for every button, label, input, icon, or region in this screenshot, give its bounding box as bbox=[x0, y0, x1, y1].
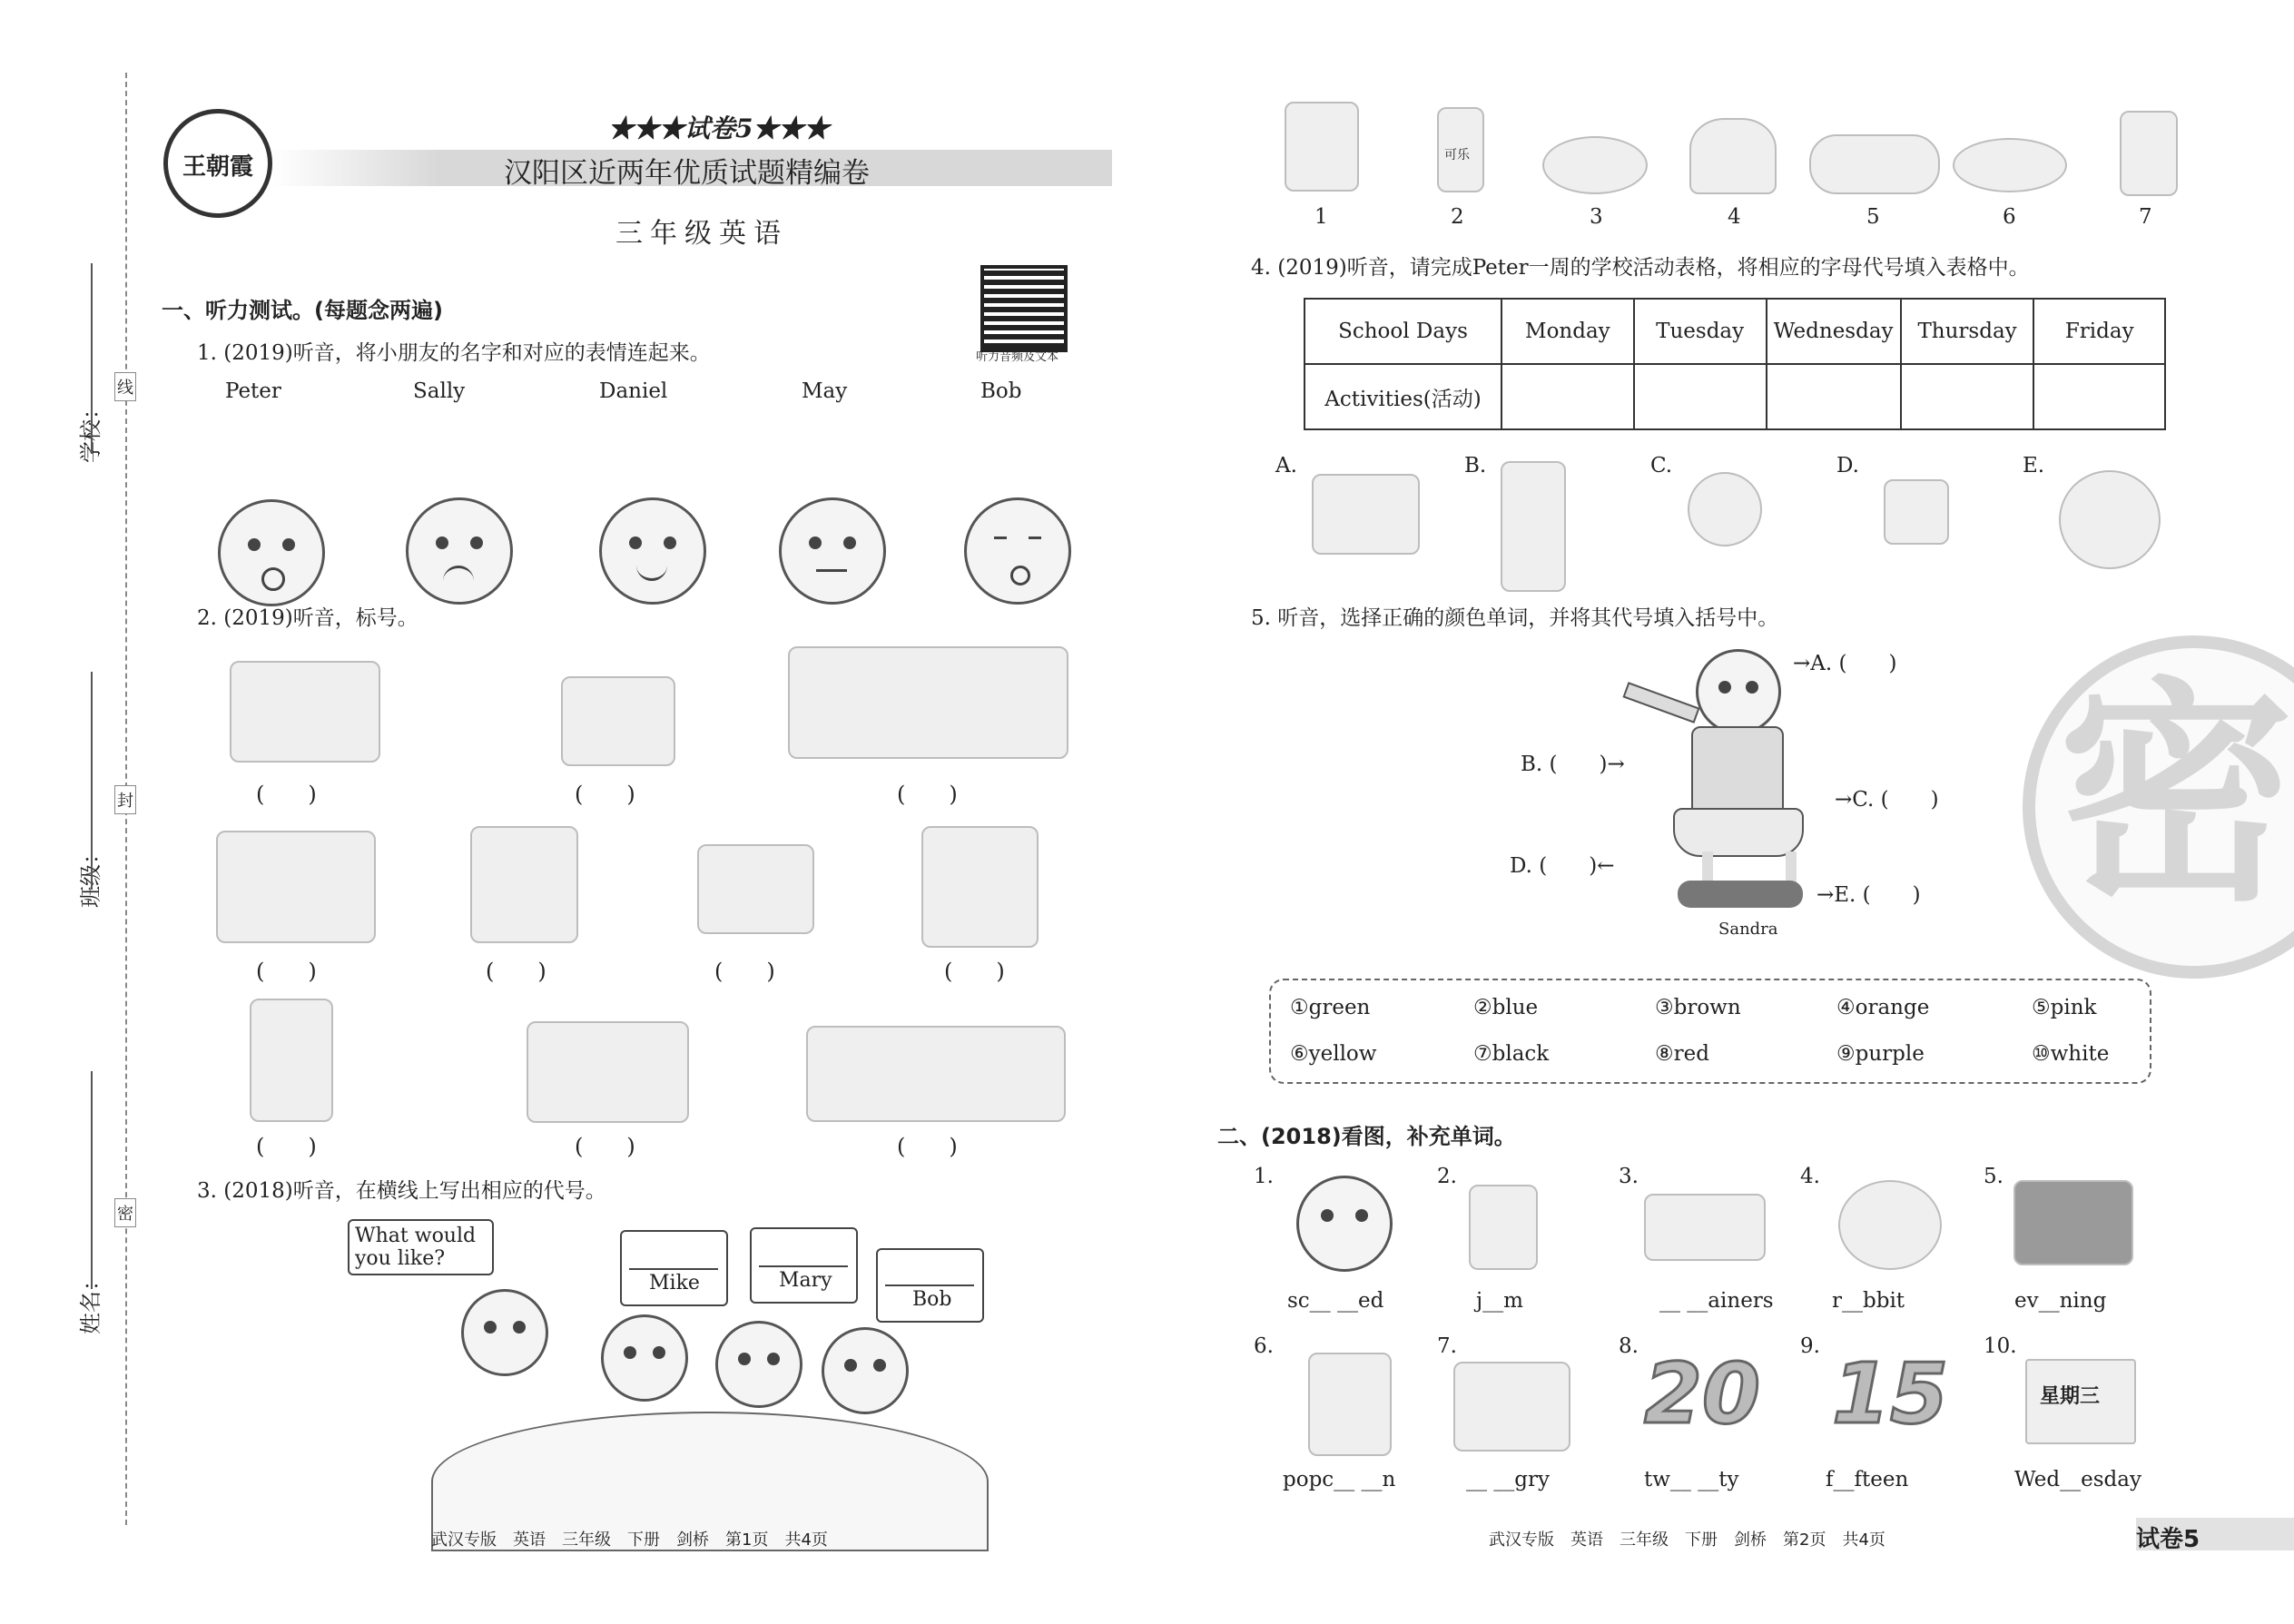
waitress-head bbox=[461, 1289, 548, 1376]
food-popcorn bbox=[1285, 102, 1359, 192]
name-may: May bbox=[802, 379, 848, 403]
q2-prompt: 2. (2019)听音，标号。 bbox=[197, 606, 418, 630]
food-cola bbox=[1437, 107, 1484, 192]
th-wednesday: Wednesday bbox=[1767, 299, 1901, 364]
color-option-7: ⑦black bbox=[1473, 1042, 1550, 1066]
s2-num-9: 9. bbox=[1800, 1334, 1820, 1358]
school-line bbox=[91, 263, 93, 454]
food-juice bbox=[2120, 111, 2178, 196]
q1-prompt: 1. (2019)听音，将小朋友的名字和对应的表情连起来。 bbox=[197, 341, 711, 365]
sandra-jacket bbox=[1691, 726, 1784, 816]
seal-mark-2: 封 bbox=[114, 785, 136, 814]
q2-pic-kids-fence bbox=[216, 831, 376, 943]
s2-word-6: popc__ __n bbox=[1283, 1468, 1396, 1491]
food-num-1: 1 bbox=[1314, 205, 1328, 229]
school-label: 学校： bbox=[78, 398, 103, 463]
activity-palette bbox=[2059, 470, 2161, 569]
sandra-arm bbox=[1622, 682, 1699, 723]
food-num-5: 5 bbox=[1866, 205, 1880, 229]
qr-caption: 听力音频及文本 bbox=[976, 350, 1059, 364]
series-label: ★★★试卷5★★★ bbox=[608, 113, 830, 143]
q2-pic-class bbox=[788, 646, 1068, 759]
color-label-e[interactable]: →E. ( ) bbox=[1816, 883, 1921, 907]
speech-bubble-question bbox=[348, 1219, 494, 1275]
s2-word-1: sc__ __ed bbox=[1287, 1289, 1384, 1313]
seal-mark-1: 线 bbox=[114, 372, 136, 401]
img-strawberries bbox=[1453, 1362, 1570, 1452]
s2-word-7: __ __gry bbox=[1466, 1468, 1551, 1491]
sandra-shoes bbox=[1678, 881, 1803, 908]
food-num-7: 7 bbox=[2139, 205, 2152, 229]
q4-letter-d: D. bbox=[1836, 454, 1859, 477]
paper-title: 汉阳区近两年优质试题精编卷 bbox=[504, 157, 870, 190]
s2-word-3: __ __ainers bbox=[1659, 1289, 1774, 1313]
food-num-4: 4 bbox=[1728, 205, 1741, 229]
name-sally: Sally bbox=[413, 379, 466, 403]
face-happy bbox=[599, 497, 706, 605]
section-2-heading: 二、(2018)看图，补充单词。 bbox=[1217, 1124, 1516, 1149]
cola-label: 可乐 bbox=[1444, 148, 1470, 162]
s2-word-8: tw__ __ty bbox=[1644, 1468, 1739, 1491]
color-option-6: ⑥yellow bbox=[1290, 1042, 1377, 1066]
q4-letter-c: C. bbox=[1650, 454, 1673, 477]
q2-pic-chair bbox=[561, 676, 675, 766]
color-option-8: ⑧red bbox=[1655, 1042, 1709, 1066]
color-option-3: ③brown bbox=[1655, 996, 1741, 1019]
color-option-10: ⑩white bbox=[2032, 1042, 2110, 1066]
q2-answer-3[interactable]: ( ) bbox=[897, 782, 958, 807]
speech-bubble-text: What would you like? bbox=[355, 1225, 477, 1270]
q2-answer-1[interactable]: ( ) bbox=[256, 782, 317, 807]
q2-pic-boy-waving bbox=[527, 1021, 689, 1123]
color-option-5: ⑤pink bbox=[2032, 996, 2097, 1019]
q4-letter-e: E. bbox=[2023, 454, 2045, 477]
color-option-2: ②blue bbox=[1473, 996, 1539, 1019]
q2-pic-party bbox=[806, 1026, 1066, 1122]
color-option-9: ⑨purple bbox=[1836, 1042, 1925, 1066]
sandra-skirt bbox=[1673, 808, 1804, 857]
img-number-15: 15 bbox=[1832, 1345, 1949, 1442]
color-option-4: ④orange bbox=[1836, 996, 1930, 1019]
th-friday: Friday bbox=[2033, 299, 2165, 364]
img-evening bbox=[2013, 1180, 2133, 1265]
q4-letter-b: B. bbox=[1464, 454, 1487, 477]
cell-wednesday[interactable] bbox=[1767, 364, 1901, 429]
s2-num-10: 10. bbox=[1984, 1334, 2017, 1358]
img-popcorn bbox=[1308, 1353, 1392, 1456]
s2-num-5: 5. bbox=[1984, 1165, 2004, 1188]
kid-name-bob: Bob bbox=[912, 1288, 952, 1311]
bubble-mary[interactable] bbox=[750, 1227, 858, 1304]
seal-stamp-char: 密 bbox=[2058, 659, 2294, 933]
q4-letter-a: A. bbox=[1275, 454, 1297, 477]
s2-num-7: 7. bbox=[1437, 1334, 1457, 1358]
activity-book bbox=[1312, 474, 1420, 555]
s2-num-3: 3. bbox=[1619, 1165, 1639, 1188]
color-label-a[interactable]: →A. ( ) bbox=[1793, 652, 1897, 675]
face-angry bbox=[779, 497, 886, 605]
calendar-text: 星期三 bbox=[2040, 1385, 2101, 1408]
logo-seal bbox=[163, 109, 272, 218]
food-num-6: 6 bbox=[2003, 205, 2016, 229]
th-thursday: Thursday bbox=[1901, 299, 2034, 364]
s2-num-1: 1. bbox=[1254, 1165, 1274, 1188]
q2-answer-9[interactable]: ( ) bbox=[575, 1134, 635, 1159]
name-label: 姓名： bbox=[78, 1269, 103, 1334]
mike-head bbox=[601, 1314, 688, 1402]
logo-text: 王朝霞 bbox=[182, 153, 253, 181]
activity-football bbox=[1688, 472, 1762, 546]
img-number-20: 20 bbox=[1644, 1345, 1761, 1442]
food-fish bbox=[1953, 138, 2067, 192]
s2-num-4: 4. bbox=[1800, 1165, 1820, 1188]
cell-monday[interactable] bbox=[1501, 364, 1634, 429]
seal-stamp bbox=[2023, 635, 2294, 979]
activities-table bbox=[1304, 298, 2166, 430]
footer-left: 武汉专版 英语 三年级 下册 剑桥 第1页 共4页 bbox=[431, 1530, 828, 1550]
food-apples bbox=[1809, 134, 1940, 194]
sandra-caption: Sandra bbox=[1718, 920, 1778, 939]
row-activities-label: Activities(活动) bbox=[1305, 364, 1501, 429]
name-peter: Peter bbox=[225, 379, 281, 403]
s2-word-9: f__fteen bbox=[1826, 1468, 1909, 1491]
s2-word-4: r__bbit bbox=[1832, 1289, 1905, 1313]
color-label-d[interactable]: D. ( )← bbox=[1510, 854, 1615, 878]
food-hamburger bbox=[1689, 118, 1777, 194]
th-monday: Monday bbox=[1501, 299, 1634, 364]
s2-num-2: 2. bbox=[1437, 1165, 1457, 1188]
mary-head bbox=[715, 1321, 802, 1408]
q3-prompt: 3. (2018)听音，在横线上写出相应的代号。 bbox=[197, 1179, 606, 1203]
q2-answer-8[interactable]: ( ) bbox=[256, 1134, 317, 1159]
bubble-bob[interactable] bbox=[876, 1248, 984, 1323]
cell-friday[interactable] bbox=[2033, 364, 2165, 429]
color-label-b[interactable]: B. ( )→ bbox=[1521, 753, 1625, 776]
footer-right: 武汉专版 英语 三年级 下册 剑桥 第2页 共4页 bbox=[1489, 1530, 1885, 1550]
q5-prompt: 5. 听音，选择正确的颜色单词，并将其代号填入括号中。 bbox=[1251, 606, 1779, 630]
q2-answer-4[interactable]: ( ) bbox=[256, 959, 317, 984]
sandra-head bbox=[1696, 649, 1781, 734]
face-surprised bbox=[218, 499, 325, 606]
s2-word-5: ev__ning bbox=[2014, 1289, 2107, 1313]
img-rabbit bbox=[1838, 1180, 1942, 1270]
q2-answer-7[interactable]: ( ) bbox=[944, 959, 1005, 984]
q2-answer-2[interactable]: ( ) bbox=[575, 782, 635, 807]
face-crying bbox=[406, 497, 513, 605]
activity-running-boy bbox=[1501, 461, 1566, 592]
bob-head bbox=[822, 1327, 909, 1414]
q2-pic-family bbox=[250, 999, 333, 1122]
th-tuesday: Tuesday bbox=[1634, 299, 1767, 364]
q2-pic-greeting bbox=[230, 661, 380, 763]
s2-word-10: Wed__esday bbox=[2014, 1468, 2141, 1491]
s2-num-8: 8. bbox=[1619, 1334, 1639, 1358]
name-bob: Bob bbox=[980, 379, 1022, 403]
kid-name-mike: Mike bbox=[649, 1272, 700, 1294]
q2-pic-monkey bbox=[470, 826, 578, 943]
color-option-1: ①green bbox=[1290, 996, 1371, 1019]
cell-thursday[interactable] bbox=[1901, 364, 2034, 429]
q2-answer-10[interactable]: ( ) bbox=[897, 1134, 958, 1159]
activity-dice bbox=[1884, 479, 1949, 545]
q2-answer-6[interactable]: ( ) bbox=[714, 959, 775, 984]
cell-tuesday[interactable] bbox=[1634, 364, 1767, 429]
q2-pic-popcorn bbox=[921, 826, 1039, 948]
th-school-days: School Days bbox=[1305, 299, 1501, 364]
img-jam bbox=[1469, 1185, 1538, 1270]
food-num-3: 3 bbox=[1590, 205, 1603, 229]
class-label: 班级： bbox=[78, 842, 103, 908]
s2-num-6: 6. bbox=[1254, 1334, 1274, 1358]
right-page bbox=[1147, 0, 2294, 1624]
food-num-2: 2 bbox=[1451, 205, 1464, 229]
color-label-c[interactable]: →C. ( ) bbox=[1835, 788, 1939, 812]
img-trainers bbox=[1644, 1194, 1766, 1261]
food-chicken bbox=[1542, 136, 1648, 194]
kid-name-mary: Mary bbox=[779, 1269, 832, 1292]
name-daniel: Daniel bbox=[599, 379, 668, 403]
class-line bbox=[91, 672, 93, 890]
img-scared-boy bbox=[1296, 1176, 1393, 1272]
paper-subtitle: 三年级英语 bbox=[615, 218, 788, 250]
color-word-box bbox=[1269, 979, 2151, 1084]
s2-word-2: j__m bbox=[1476, 1289, 1523, 1313]
seal-mark-3: 密 bbox=[114, 1198, 136, 1227]
q4-prompt: 4. (2019)听音，请完成Peter一周的学校活动表格，将相应的字母代号填入表格中。 bbox=[1251, 256, 2030, 280]
name-line bbox=[91, 1071, 93, 1289]
section-1-heading: 一、听力测试。(每题念两遍) bbox=[162, 298, 443, 323]
face-sleepy bbox=[964, 497, 1071, 605]
bubble-mike[interactable] bbox=[620, 1230, 728, 1306]
footer-badge: 试卷5 bbox=[2136, 1526, 2200, 1553]
img-calendar bbox=[2025, 1359, 2136, 1444]
q2-answer-5[interactable]: ( ) bbox=[486, 959, 546, 984]
q2-pic-strawberries bbox=[697, 844, 814, 934]
qr-code[interactable] bbox=[980, 265, 1068, 352]
